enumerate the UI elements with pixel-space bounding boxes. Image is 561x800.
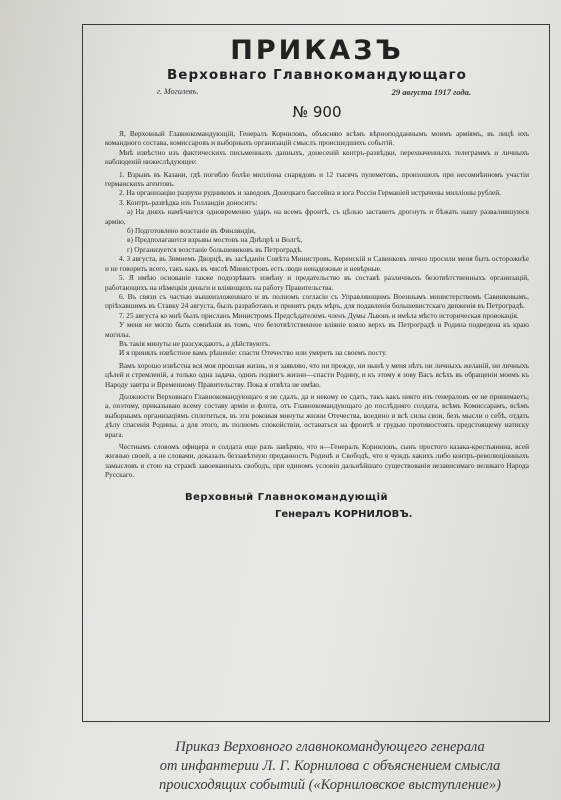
paragraph: 1. Взрывъ въ Казани, гдѣ погибло болѣе милліона снарядовъ и 12 тысячъ пулеметовъ, произошелъ при несомнѣнномъ участіи германскихъ агентовъ.	[105, 169, 529, 189]
paragraph: Въ такія минуты не разсуждаютъ, а дѣйствуютъ.	[119, 338, 271, 348]
order-title: ПРИКАЗЪ	[230, 35, 404, 66]
paragraph: 4. 3 августа, въ Зимнемъ Дворцѣ, въ засѣданіи Совѣта Министровъ, Керенскій и Савинковъ лично просили меня быть осторожнѣе и не говорить всего, такъ какъ въ числѣ Министровъ есть люди ненадежные и невѣрные.	[105, 254, 529, 273]
paragraph: 3. Контръ-развѣдка изъ Голландіи доноситъ:	[119, 197, 258, 207]
list-item: а) На дняхъ намѣчается одновременно ударъ на всемъ фронтѣ, съ цѣлью заставить дрогнуть и бѣжать нашу развалившуюся армію,	[105, 207, 529, 226]
paragraph: Я, Верховный Главнокомандующій, Генералъ Корниловъ, объясняю всѣмъ вѣрноподданнымъ моимъ арміямъ, въ лицѣ ихъ командного состава, комиссаровъ и выборныхъ организацій смыслъ происшедшихъ событій.	[105, 129, 529, 148]
paragraph: Мнѣ извѣстно изъ фактическихъ письменныхъ данныхъ, донесеній контръ-развѣдки, перехваченныхъ телеграммъ и личныхъ наблюденій нижеслѣдующее:	[105, 147, 529, 167]
order-subtitle: Верховнаго Главнокомандующаго	[167, 67, 467, 83]
order-document	[82, 24, 550, 722]
paragraph: 7. 25 августа ко мнѣ былъ присланъ Министромъ Предсѣдателемъ членъ Думы Львовъ и имѣла мѣсто историческая провокація.	[119, 310, 519, 320]
paragraph: 5. Я имѣю основаніе также подозрѣвать измѣну и предательство въ составѣ различныхъ безотвѣтственныхъ организацій, работающихъ на нѣмецкія деньги и вліяющихъ на работу Правительства.	[105, 273, 529, 292]
caption-line-2: от инфантерии Л. Г. Корнилова с объяснением смысла	[159, 758, 501, 774]
order-date: 29 августа 1917 года.	[391, 87, 471, 97]
signature-title: Верховный Главнокомандующій	[185, 491, 388, 503]
paragraph: 2. На организацію разрухи рудниковъ и заводовъ Донецкаго бассейна и юга Россіи Германіей истрачены милліоны рублей.	[119, 188, 501, 198]
list-item: г) Организуется возстаніе большевиковъ въ Петроградѣ.	[127, 244, 303, 254]
caption-line-1: Приказ Верховного главнокомандующего генерала	[175, 739, 485, 755]
paragraph: 6. Въ связи съ частью вышеизложеннаго и въ полномъ согласіи съ Управляющимъ Военнымъ министерствомъ Савинковымъ, пріѣхавшимъ въ Ставку 24 августа, былъ разработанъ и принятъ рядъ мѣръ, для подавленія большевистскаго движенія въ Петроградѣ.	[105, 291, 529, 311]
paragraph: Вамъ хорошо извѣстна вся моя прошлая жизнь, и я заявляю, что ни прежде, ни нынѣ у меня нѣтъ ни личныхъ желаній, ни личныхъ цѣлей и стремленій, а только одна задача, одинъ подвигъ жизни—спасти Родину, и къ этому я зову Васъ всѣхъ въ обращеніи моемъ къ Народу завтра и Временному Правительству. Пока я отвѣта не имѣю.	[105, 360, 529, 389]
order-place: г. Могилевъ.	[157, 87, 199, 96]
list-item: в) Предполагаются взрывы мостовъ на Днѣпрѣ и Волгѣ,	[127, 235, 303, 245]
paragraph: Честнымъ словомъ офицера и солдата еще разъ завѣряю, что я—Генералъ Корниловъ, сынъ простого казака-крестьянина, всей жизнью своей, а не словами, доказалъ беззавѣтную преданность Родинѣ и Свободѣ, что я чуждъ какихъ либо контръ-революціонныхъ замысловъ и стою на стражѣ завоеванныхъ свободъ, при единомъ условіи дальнѣйшаго существованія независимаго великаго Народа Русскаго.	[105, 442, 529, 480]
caption-line-3: происходящих событий («Корниловское выступление»)	[159, 777, 501, 793]
paragraph: У меня не могло быть сомнѣнія въ томъ, что безотвѣтственное вліяніе взяло верхъ въ Петроградѣ и Родина подведена къ краю могилы.	[105, 320, 529, 339]
paragraph: Должности Верховнаго Главнокомандующаго я не сдалъ, да и некому ее сдать, такъ какъ никто изъ генераловъ ее не принимаетъ; а, поэтому, приказываю всему составу арміи и флота, отъ Главнокомандующаго до послѣдняго солдата, всѣмъ Комиссарамъ, всѣмъ выборнымъ организаціямъ сплотиться, въ эти роковыя минуты жизни Отечества, воедино и всѣ силы свои, безъ мысли о себѣ, отдать дѣлу спасенія Родины, а для этого, въ полномъ спокойствіи, оставаться на фронтѣ и грудью противостоять предстоящему натиску врага.	[105, 391, 529, 439]
place-date-line	[105, 87, 529, 97]
figure-caption	[110, 738, 550, 795]
paragraph: И я принялъ извѣстное вамъ рѣшеніе: спасти Отечество или умереть на своемъ посту.	[119, 348, 387, 358]
list-item: б) Подготовлено возстаніе въ Финляндіи,	[127, 226, 256, 236]
order-number: № 900	[292, 103, 342, 121]
signature-name: Генералъ КОРНИЛОВЪ.	[275, 508, 413, 520]
